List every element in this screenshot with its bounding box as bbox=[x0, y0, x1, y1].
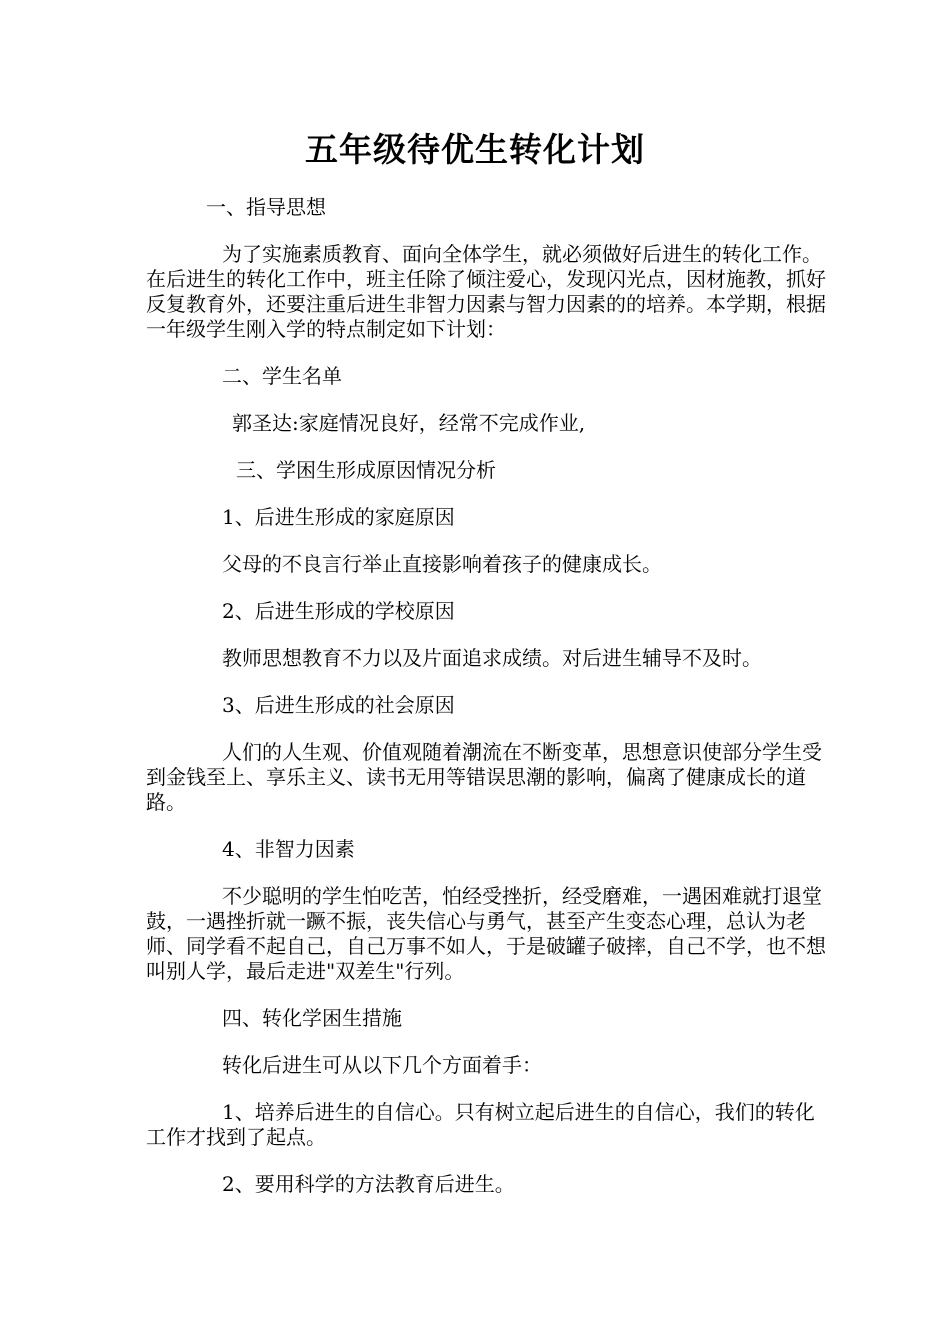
document-title: 五年级待优生转化计划 bbox=[305, 130, 645, 169]
subheading-non-intellectual: 4、非智力因素 bbox=[222, 837, 355, 861]
paragraph-measures-intro: 转化后进生可从以下几个方面着手： bbox=[222, 1053, 542, 1077]
subheading-family-cause: 1、后进生形成的家庭原因 bbox=[222, 505, 455, 529]
paragraph-intro: 为了实施素质教育、面向全体学生，就必须做好后进生的转化工作。在后进生的转化工作中，班主任除了倾注爱心，发现闪光点，因材施教，抓好反复教育外，还要注重后进生非智力因素与智力因素的的培养。本学期，根据一年级学生刚入学的特点制定如下计划： bbox=[146, 242, 826, 341]
section-heading-measures: 四、转化学困生措施 bbox=[222, 1006, 402, 1030]
paragraph-measure-2: 2、要用科学的方法教育后进生。 bbox=[222, 1172, 515, 1196]
paragraph-measure-1: 1、培养后进生的自信心。只有树立起后进生的自信心，我们的转化工作才找到了起点。 bbox=[146, 1100, 815, 1149]
document-body bbox=[146, 195, 826, 1219]
section-heading-cause-analysis: 三、学困生形成原因情况分析 bbox=[236, 458, 496, 482]
paragraph-family-cause: 父母的不良言行举止直接影响着孩子的健康成长。 bbox=[222, 552, 662, 576]
paragraph-school-cause: 教师思想教育不力以及片面追求成绩。对后进生辅导不及时。 bbox=[222, 646, 762, 670]
paragraph-social-cause: 人们的人生观、价值观随着潮流在不断变革，思想意识使部分学生受到金钱至上、享乐主义、读书无用等错误思潮的影响，偏离了健康成长的道路。 bbox=[146, 740, 822, 814]
subheading-social-cause: 3、后进生形成的社会原因 bbox=[222, 693, 455, 717]
paragraph-non-intellectual: 不少聪明的学生怕吃苦，怕经受挫折，经受磨难，一遇困难就打退堂鼓，一遇挫折就一蹶不振，丧失信心与勇气，甚至产生变态心理，总认为老师、同学看不起自己，自己万事不如人，于是破罐子破摔，自己不学，也不想叫别人学，最后走进"双差生"行列。 bbox=[146, 884, 826, 983]
subheading-school-cause: 2、后进生形成的学校原因 bbox=[222, 599, 455, 623]
student-entry: 郭圣达:家庭情况良好，经常不完成作业, bbox=[232, 411, 586, 435]
section-heading-student-list: 二、学生名单 bbox=[222, 364, 342, 388]
section-heading-guiding-ideology: 一、指导思想 bbox=[206, 195, 326, 219]
